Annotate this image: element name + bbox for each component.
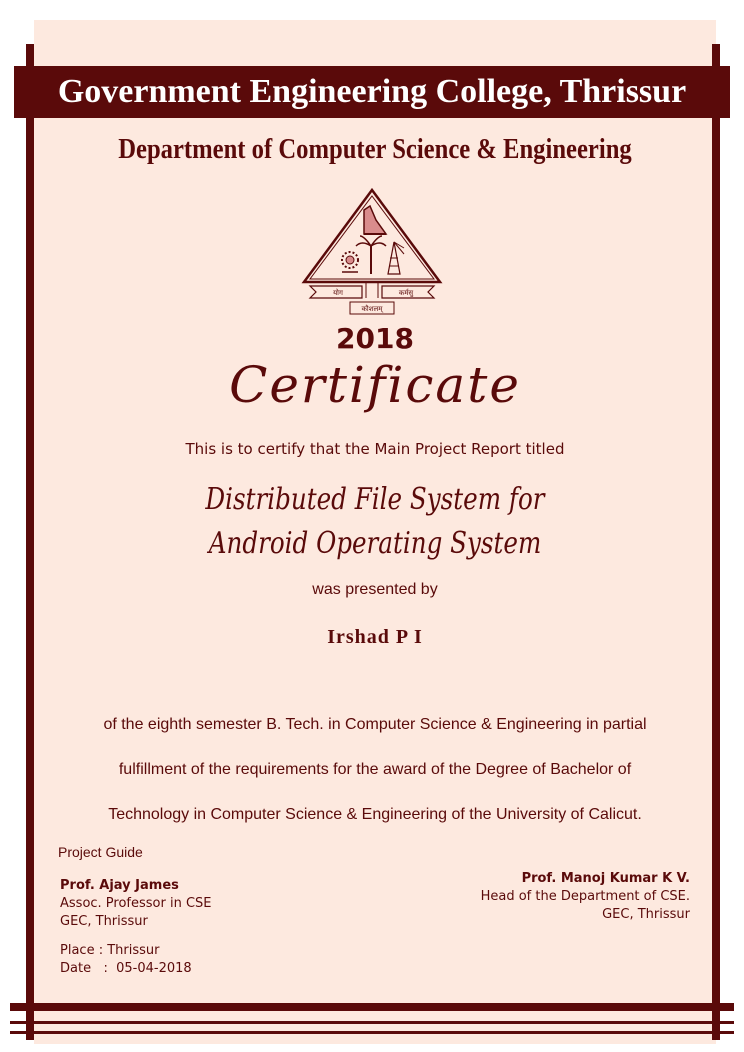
emblem-bottom-label: कौशलम् (361, 305, 383, 313)
certify-intro: This is to certify that the Main Project Report titled (185, 440, 565, 458)
separator: : (91, 961, 117, 976)
left-border-bar (26, 44, 34, 1040)
college-emblem-icon (300, 186, 444, 320)
college-name: Government Engineering College, Thrissur (57, 73, 687, 110)
bottom-border-line (10, 1031, 734, 1034)
emblem-right-label: कर्मसु (398, 289, 414, 297)
student-name: Irshad P I (327, 626, 423, 648)
body-line: of the eighth semester B. Tech. in Computer Science & Engineering in partial (103, 716, 647, 733)
guide-designation: Assoc. Professor in CSE (60, 896, 212, 911)
right-border-bar (712, 44, 720, 1040)
place-date-block (60, 942, 192, 978)
project-title-line: Distributed File System for (205, 482, 545, 517)
project-guide-heading: Project Guide (58, 844, 143, 860)
date-row (60, 960, 192, 978)
department-name: Department of Computer Science & Engineering (118, 134, 632, 165)
project-title (95, 478, 654, 566)
college-banner (14, 66, 730, 118)
presented-by-text: was presented by (312, 581, 438, 598)
place-value: Thrissur (107, 943, 160, 958)
place-label: Place (60, 943, 95, 958)
body-line: fulfillment of the requirements for the award of the Degree of Bachelor of (118, 761, 632, 778)
hod-institution: GEC, Thrissur (602, 907, 690, 922)
project-title-line: Android Operating System (208, 526, 542, 561)
date-label: Date (60, 961, 92, 976)
bottom-border-bar (10, 1003, 734, 1011)
emblem-left-label: योग (333, 289, 343, 297)
place-row (60, 942, 192, 960)
guide-signature-block (60, 877, 212, 931)
certificate-heading: Certificate (229, 356, 521, 414)
guide-institution: GEC, Thrissur (60, 914, 148, 929)
body-line: Technology in Computer Science & Engineering of the University of Calicut. (108, 806, 642, 823)
guide-name: Prof. Ajay James (60, 878, 179, 893)
hod-signature-block (481, 870, 690, 924)
certificate-body (34, 702, 716, 837)
certificate-year: 2018 (336, 322, 414, 355)
separator: : (94, 943, 108, 958)
bottom-border-line (10, 1021, 734, 1024)
hod-designation: Head of the Department of CSE. (480, 889, 690, 904)
date-value: 05-04-2018 (116, 961, 192, 976)
hod-name: Prof. Manoj Kumar K V. (521, 871, 690, 886)
